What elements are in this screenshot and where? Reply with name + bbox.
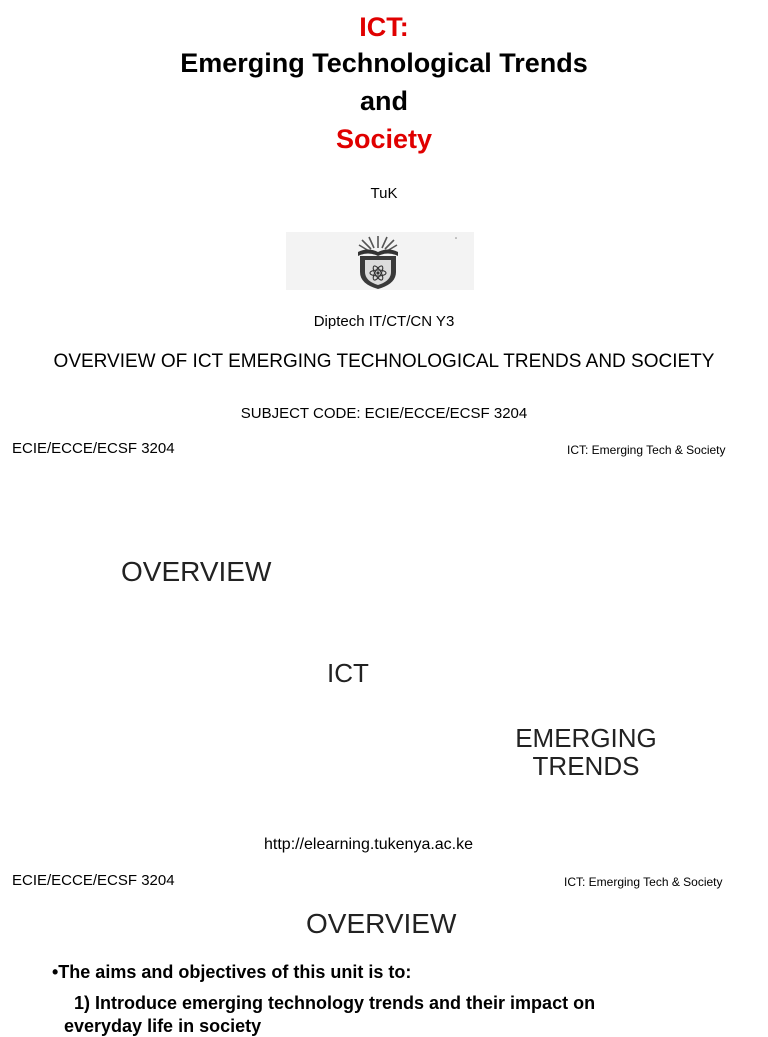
slide-overview-diagram <box>0 468 768 900</box>
program-label: Diptech IT/CT/CN Y3 <box>313 313 455 330</box>
title-line-ict: ICT: <box>359 12 409 42</box>
aims-bullet: •The aims and objectives of this unit is to: <box>52 962 412 982</box>
overview-heading: OVERVIEW OF ICT EMERGING TECHNOLOGICAL TRENDS AND SOCIETY <box>53 351 715 372</box>
crest-icon <box>286 232 474 290</box>
title-line-emerging: Emerging Technological Trends <box>180 48 588 78</box>
overview-heading: OVERVIEW <box>121 556 272 587</box>
institution-name: TuK <box>370 185 398 202</box>
footer-course-title: ICT: Emerging Tech & Society <box>564 875 723 889</box>
slide-title <box>0 0 768 468</box>
footer-course-code: ECIE/ECCE/ECSF 3204 <box>12 440 175 457</box>
objective-item-1: 1) Introduce emerging technology trends and their impact on <box>74 993 596 1013</box>
emerging-line: EMERGING <box>515 723 657 753</box>
footer-course-title: ICT: Emerging Tech & Society <box>567 443 726 457</box>
objective-item-1-continued: everyday life in society <box>64 1016 262 1036</box>
ict-label: ICT <box>327 658 369 688</box>
emerging-trends-label <box>496 724 676 780</box>
subject-code: SUBJECT CODE: ECIE/ECCE/ECSF 3204 <box>240 405 528 422</box>
title-line-and: and <box>359 86 408 116</box>
trends-line: TRENDS <box>532 751 640 781</box>
university-logo <box>286 232 474 290</box>
overview-heading: OVERVIEW <box>306 908 457 939</box>
footer-course-code: ECIE/ECCE/ECSF 3204 <box>12 872 175 889</box>
elearning-url[interactable]: http://elearning.tukenya.ac.ke <box>264 836 474 853</box>
slide-overview-aims <box>0 900 768 1036</box>
title-line-society: Society <box>335 124 433 154</box>
